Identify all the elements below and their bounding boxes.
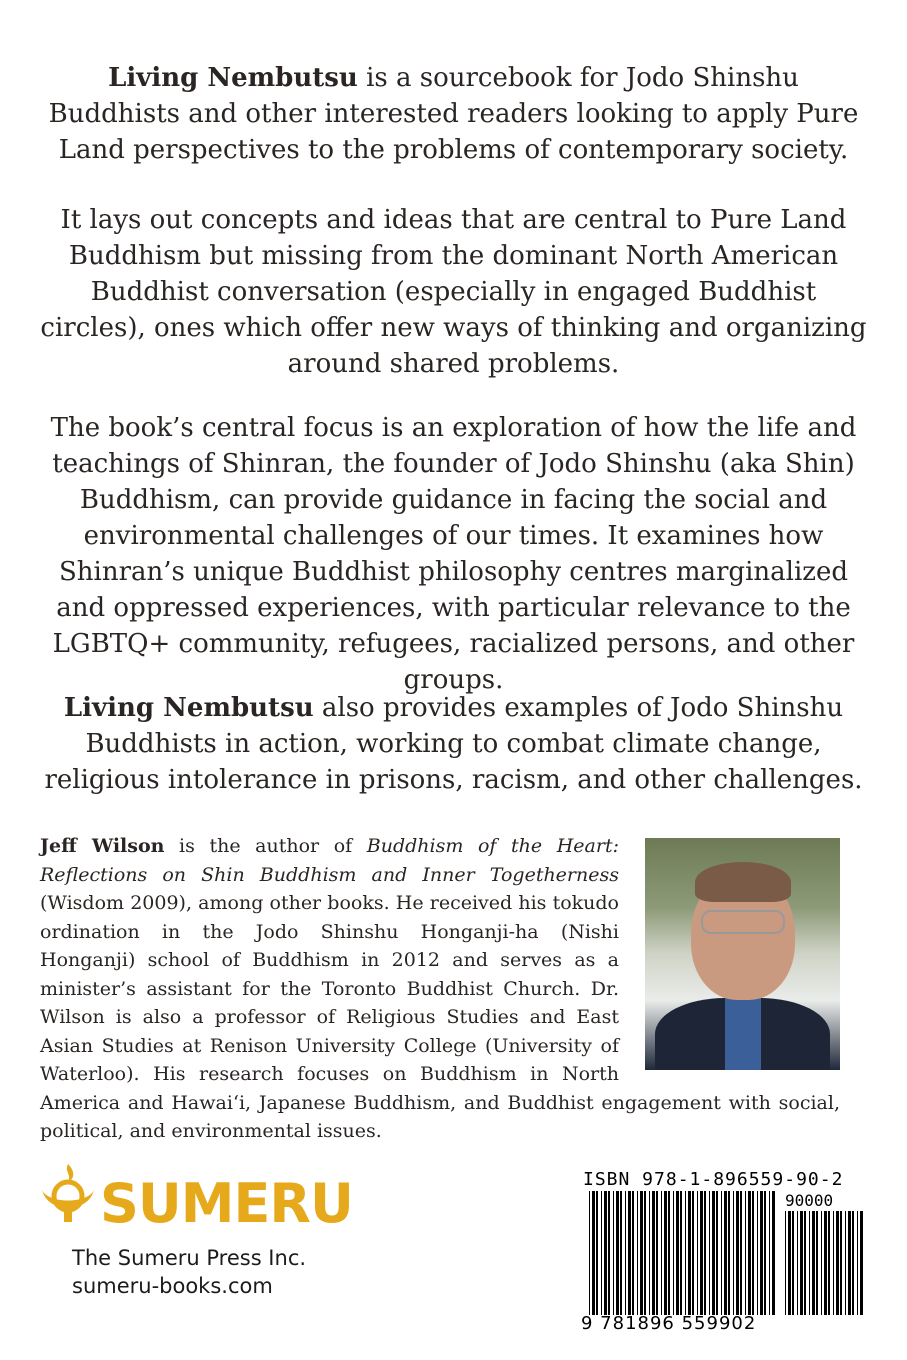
barcode-bar (596, 1191, 598, 1315)
blurb-paragraph-2: It lays out concepts and ideas that are central to Pure Land Buddhism but missing from the dominant North American Buddhist conversation (especially in engaged Buddhist circles), ones which offer new ways of thinking and organizing around shared problems. (40, 205, 867, 379)
barcode-bar (676, 1191, 679, 1315)
barcode-bar (697, 1191, 698, 1315)
book-title-strong: Living Nembutsu (108, 63, 358, 93)
publisher-name: The Sumeru Press Inc. (72, 1246, 307, 1270)
barcode-bar (833, 1211, 834, 1315)
barcode-bar (792, 1211, 794, 1315)
barcode-digits: 9 781896 559902 (581, 1313, 757, 1334)
barcode-bar (848, 1211, 851, 1315)
barcode-bar (772, 1191, 775, 1315)
barcode-bar (724, 1191, 727, 1315)
isbn-label: ISBN 978-1-896559-90-2 (583, 1169, 844, 1190)
barcode-bar (589, 1191, 590, 1315)
barcode-bar (640, 1191, 643, 1315)
barcode-bar (664, 1191, 667, 1315)
barcode-bar (821, 1211, 822, 1315)
publisher-logo (38, 1160, 353, 1310)
blurb-paragraph-1 (40, 60, 867, 168)
barcode-bar (745, 1191, 746, 1315)
bio-text: (Wisdom 2009), among other books. He received his tokudo ordination in the Jodo Shinshu Honganji-ha (Nishi Honganji) school of Buddhism in 2012 and serves as a minister’s assistant for the Toronto Buddhist Church. Dr. Wilson is also a professor of Religious Studies and East Asian Studies at Renison University College (University of Waterloo). His research focuses on Buddhism in North America and Hawai‘i, Japanese Buddhism, and Buddhist engagement with social, political, and environmental issues. (40, 892, 840, 1142)
blurb-paragraph-3: The book’s central focus is an exploration of how the life and teachings of Shinran, the founder of Jodo Shinshu (aka Shin) Buddhism, can provide guidance in facing the social and environmental challenges of our times. It examines how Shinran’s unique Buddhist philosophy centres marginalized and oppressed experiences, with particular relevance to the LGBTQ+ community, refugees, racialized persons, and other groups. (50, 413, 857, 695)
barcode-bar (852, 1211, 854, 1315)
barcode-bar (736, 1191, 739, 1315)
barcode-bar (700, 1191, 703, 1315)
barcode-bar (601, 1191, 602, 1315)
barcode-bar (785, 1211, 786, 1315)
barcode-bar (816, 1211, 818, 1315)
barcode-bar (644, 1191, 646, 1315)
barcode-bar (740, 1191, 742, 1315)
barcode-bar (620, 1191, 622, 1315)
barcode-bar (628, 1191, 631, 1315)
barcode-bar (592, 1191, 595, 1315)
barcode-bar (840, 1211, 842, 1315)
barcode-bar (637, 1191, 638, 1315)
barcode-bar (845, 1211, 846, 1315)
barcode-bar (656, 1191, 658, 1315)
barcode-bar (704, 1191, 706, 1315)
barcode-bar (632, 1191, 634, 1315)
barcode-bar (685, 1191, 686, 1315)
bio-text: is the author of (164, 835, 367, 857)
barcode-bar (812, 1211, 815, 1315)
blurb-text: is a sourcebook for Jodo Shinshu Buddhists and other interested readers looking to apply Pure Land perspectives to the problems of contemporary society. (48, 63, 859, 165)
barcode-bar (764, 1191, 766, 1315)
barcode-bar (860, 1211, 863, 1315)
barcode-bar (625, 1191, 626, 1315)
barcode-bar (668, 1191, 670, 1315)
barcode-bar (797, 1211, 798, 1315)
barcode-bar (809, 1211, 810, 1315)
barcode-bar (760, 1191, 763, 1315)
barcode-bar (604, 1191, 607, 1315)
barcode-bar (757, 1191, 758, 1315)
barcode-bar (692, 1191, 694, 1315)
author-photo (645, 838, 840, 1070)
barcode-bar (748, 1191, 751, 1315)
barcode-bar (728, 1191, 730, 1315)
barcode-bar (680, 1191, 682, 1315)
barcode-bar (769, 1191, 770, 1315)
barcode-bar (709, 1191, 710, 1315)
barcode-bar (608, 1191, 610, 1315)
barcode-bar (824, 1211, 827, 1315)
blurb-text: also provides examples of Jodo Shinshu Buddhists in action, working to combat climate change, religious intolerance in prisons, racism, and other challenges. (44, 693, 863, 795)
barcode-bar (716, 1191, 718, 1315)
barcode-bar (804, 1211, 806, 1315)
barcode-bar (836, 1211, 839, 1315)
blurb-paragraph-4 (40, 690, 867, 798)
barcode-bar (788, 1211, 791, 1315)
addon-barcode-bars (785, 1211, 865, 1315)
price-code: 90000 (785, 1191, 834, 1210)
barcode-bar (721, 1191, 722, 1315)
author-book-title: Buddhism of the Heart: Reflections on Shin Buddhism and Inner Togetherness (40, 835, 619, 886)
author-name: Jeff Wilson (40, 835, 165, 857)
publisher-logo-word: SUMERU (100, 1172, 353, 1235)
barcode-bar (828, 1211, 830, 1315)
barcode-bar (712, 1191, 715, 1315)
barcode-bars (589, 1191, 779, 1315)
barcode-bar (800, 1211, 803, 1315)
barcode-bar (661, 1191, 662, 1315)
barcode-bar (752, 1191, 754, 1315)
barcode-bar (673, 1191, 674, 1315)
barcode-bar (857, 1211, 858, 1315)
author-bio (40, 832, 840, 1146)
book-title-strong: Living Nembutsu (63, 693, 314, 723)
barcode-bar (616, 1191, 619, 1315)
barcode-bar (652, 1191, 655, 1315)
barcode-bar (613, 1191, 614, 1315)
barcode-bar (733, 1191, 734, 1315)
flame-icon (38, 1160, 98, 1226)
isbn-barcode (575, 1155, 875, 1345)
publisher-website: sumeru-books.com (72, 1274, 273, 1298)
barcode-bar (688, 1191, 691, 1315)
barcode-bar (649, 1191, 650, 1315)
